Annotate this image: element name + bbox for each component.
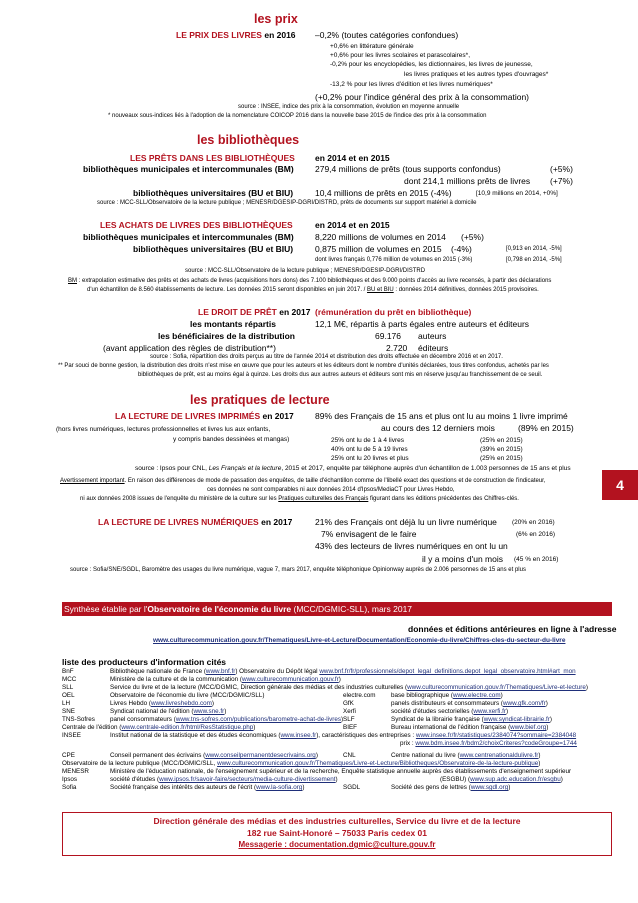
prix-source: source : INSEE, indice des prix à la consommation, évolution en moyenne annuelle (238, 104, 460, 110)
warning-line-2: ces données ne sont comparables ni aux données 2014 d'Ipsos/MediaCT pour Livres Hebdo, (207, 487, 455, 493)
producteur-tail: ) (500, 692, 503, 699)
producteur-tail: ) (549, 716, 552, 723)
producteur-abbr: MCC (62, 676, 77, 683)
prets-livres-pct: (+7%) (550, 176, 573, 186)
producteur-text: Institut national de la statistique et des études économiques ( (110, 732, 281, 739)
prix-line-1: +0,6% en littérature générale (330, 43, 414, 50)
lecture-main-1: 89% des Français de 15 ans et plus ont lu au moins 1 livre imprimé (315, 411, 568, 421)
producteur-row (62, 684, 588, 692)
droit-year: en 2017 (279, 307, 311, 317)
producteur-tail: ) (545, 700, 548, 707)
producteur-tail: ) (335, 776, 338, 783)
producteur-abbr: SLF (343, 716, 355, 723)
prix-label: LE PRIX DES LIVRES (176, 30, 262, 40)
prets-years: en 2014 et en 2015 (315, 153, 390, 163)
producteur-abbr: CPE (62, 752, 75, 759)
producteur-abbr: OEL (62, 692, 75, 699)
producteur-tail: ) (253, 724, 256, 731)
producteur-link[interactable]: www.syndicat-librairie.fr (483, 716, 550, 723)
section-title-lecture: les pratiques de lecture (190, 393, 330, 407)
achats-bm-note-line2 (87, 287, 539, 293)
producteur-link[interactable]: www.centrale-edition.fr/html/ResStatistique.php (121, 724, 254, 731)
producteur-row (62, 732, 576, 740)
synthese-observatoire: Observatoire de l'économie du livre (147, 604, 292, 614)
warning-text: . En raison des différences de mode de passation des enquêtes, de taille d'échantillon comme de l'libellé exact des questions et de construction de l'indicateur, (124, 478, 546, 484)
numerique-line-1: 21% des Français ont déjà lu un livre numérique (315, 517, 497, 527)
producteur-link[interactable]: www.tns-sofres.com/publications/barometre-achat-de-livres (175, 716, 341, 723)
bu-note-abbr: BU et BIU (367, 287, 394, 293)
achats-bu-label: bibliothèques universitaires (BU et BIU) (133, 244, 294, 254)
producteur-abbr: GfK (343, 700, 354, 707)
producteur-tail: ) (302, 784, 305, 791)
lecture-numerique-heading (98, 517, 292, 527)
numerique-line-4: il y a moins d'un mois (422, 554, 503, 564)
droit-avant-unit: éditeurs (418, 343, 449, 353)
prix-livres-heading (176, 30, 296, 40)
producteur-text: panels distributeurs et consommateurs ( (391, 700, 503, 707)
producteur-text: société d'études sectorielles ( (391, 708, 474, 715)
producteur-abbr: Centrale de l'édition (62, 724, 118, 731)
prets-heading: LES PRÊTS DANS LES BIBLIOTHÈQUES (130, 153, 295, 163)
producteur-abbr: SNE (62, 708, 75, 715)
producteur-text: Ministère de la culture et de la communication ( (110, 676, 242, 683)
achats-bu-note-2: [0,798 en 2014, -5%] (506, 257, 562, 263)
warning-text-3: ni aux données 2008 issues de l'enquête du ministère de la culture sur les (80, 496, 279, 502)
lecture-left-2: y compris bandes dessinées et mangas) (173, 436, 290, 443)
chapter-tab (602, 470, 638, 500)
achats-bu-value: 0,875 million de volumes en 2015 (315, 244, 442, 254)
prix-main-value: –0,2% (toutes catégories confondues) (315, 30, 459, 40)
producteur-row (62, 708, 226, 716)
lecture-row-2-label: 40% ont lu de 5 à 19 livres (331, 446, 408, 453)
producteur-row (62, 716, 343, 724)
producteur-tail: ) (341, 716, 344, 723)
esgbu-text: (ESGBU) ( (440, 776, 471, 783)
prix-line-2: +0,6% pour les livres scolaires et parascolaires*, (330, 52, 470, 59)
producteur-text: Centre national du livre ( (391, 752, 460, 759)
producteur-row-right (343, 724, 548, 732)
achats-years: en 2014 et en 2015 (315, 220, 390, 230)
droit-montants-label: les montants répartis (190, 319, 276, 329)
producteur-link[interactable]: www.electre.com (452, 692, 501, 699)
droit-benef-value: 69.176 (375, 331, 401, 341)
producteur-row-right (343, 716, 552, 724)
producteur-row (62, 768, 571, 776)
esgbu-tail: ) (560, 776, 563, 783)
donnees-anterieures: données et éditions antérieures en ligne à l'adresse (408, 624, 617, 634)
droit-paren: (rémunération du prêt en bibliothèque) (315, 307, 472, 317)
prets-livres-value: dont 214,1 millions prêts de livres (404, 176, 531, 186)
lecture-source (135, 465, 571, 472)
bnf-observatoire-link[interactable]: www.bnf.fr/fr/professionnels/depot_legal_definitions.depot_legal_observatoire.html#art_mon (319, 668, 576, 675)
producteur-abbr: Ipsos (62, 776, 78, 783)
producteur-link[interactable]: www.la-sofia.org (256, 784, 303, 791)
numerique-source: source : Sofia/SNE/SGDL, Baromètre des usages du livre numérique, vague 7, mars 2017, enquête téléphonique Opinionway auprès de 2.006 personnes de 15 ans et plus (70, 567, 526, 573)
producteur-row (62, 752, 318, 760)
producteur-abbr: MENESR (62, 768, 89, 775)
producteur-tail: ) (315, 752, 318, 759)
producteur-link[interactable]: www.xerfi.fr (473, 708, 506, 715)
prix-note: * nouveaux sous-indices liés à l'adoption de la nomenclature COICOP 2016 dans la nouvelle base 2015 de l'indice des prix à la consommation (108, 113, 487, 119)
prets-bu-label: bibliothèques universitaires (BU et BIU) (133, 188, 294, 198)
achats-bm-pct: (+5%) (461, 232, 484, 242)
warning-text-4: figurant dans les éditions précédentes des Chiffres-clés. (368, 496, 519, 502)
producteur-link[interactable]: www.culturecommunication.gouv.fr (241, 676, 339, 683)
producteur-tail: ) (338, 676, 341, 683)
producteur-row (62, 668, 576, 676)
producteur-abbr: Sofia (62, 784, 77, 791)
producteur-link[interactable]: www.bnf.fr (205, 668, 236, 675)
producteur-text: Société des gens de lettres ( (391, 784, 471, 791)
footer-line-1: Direction générale des médias et des industries culturelles, Service du livre et de la lecture (153, 816, 521, 826)
droit-avant-label: (avant application des règles de distribution**) (103, 343, 276, 353)
producteurs-title: liste des producteurs d'information cités (62, 657, 227, 667)
producteur-text: Ministère de l'éducation nationale, de l'enseignement supérieur et de la recherche, Enquête statistique annuelle auprès des établissements d'enseignement supérieur (110, 768, 572, 775)
numerique-line-2-note: (6% en 2016) (516, 531, 556, 538)
producteur-row (62, 700, 214, 708)
achats-bm-value: 8,220 millions de volumes en 2014 (315, 232, 446, 242)
numerique-line-4-note: (45 % en 2016) (514, 556, 559, 563)
producteur-tail: ) (224, 708, 227, 715)
producteur-link[interactable]: www.sgdl.org (470, 784, 509, 791)
numerique-line-1-note: (20% en 2016) (512, 519, 555, 526)
producteur-abbr: BIEF (343, 724, 357, 731)
producteur-abbr: TNS-Sofres (62, 716, 95, 723)
producteur-abbr: INSEE (62, 732, 81, 739)
droit-source: source : Sofia, répartition des droits perçus au titre de l'année 2014 et distribution des droits effectuée en décembre 2016 et en 2017. (150, 354, 503, 360)
producteur-row-right (343, 700, 548, 708)
achats-bu-sub: dont livres français 0,776 million de volumes en 2015 (-3%) (315, 257, 473, 263)
lecture-main-2: au cours des 12 derniers mois (381, 423, 495, 433)
lecture-source-c: , 2015 et 2017, enquête par téléphone auprès d'un échantillon de 1.003 personnes de 15 ans et plus (281, 465, 571, 472)
lecture-left-1: (hors livres numériques, lectures professionnelles et livres lus aux enfants, (56, 426, 271, 433)
droit-montants-value: 12,1 M€, répartis à parts égales entre auteurs et éditeurs (315, 319, 530, 329)
producteur-text: base bibliographique ( (391, 692, 453, 699)
achats-source: source : MCC-SLL/Observatoire de la lecture publique ; MENESR/DGESIP-DGRI/DISTRD (185, 268, 426, 274)
producteur-row (62, 676, 341, 684)
lecture-numerique-label: LA LECTURE DE LIVRES NUMÉRIQUES (98, 517, 259, 527)
producteur-text: Conseil permanent des écrivains ( (110, 752, 206, 759)
lecture-row-1-val: (25% en 2015) (480, 437, 523, 444)
producteur-tail: ) Observatoire du Dépôt légal (235, 668, 320, 675)
chiffres-cles-link[interactable]: www.culturecommunication.gouv.fr/Thematiques/Livre-et-Lecture/Documentation/Economie-du-livre/Chiffres-cles-du-secteur-du-livre (153, 637, 566, 644)
droit-avant-value: 2.720 (386, 343, 408, 353)
droit-note-1: ** Par souci de bonne gestion, la distribution des droits n'est mise en œuvre que pour les auteurs et les éditeurs dont le nombre d'unités déclarées, tous titres confondus, achetés par les (58, 363, 549, 369)
numerique-line-3: 43% des lecteurs de livres numériques en ont lu un (315, 541, 508, 551)
warning-survey-link[interactable]: Pratiques culturelles des Français (278, 496, 369, 502)
producteur-abbr: BnF (62, 668, 74, 675)
lecture-row-3-label: 25% ont lu 20 livres et plus (331, 455, 409, 462)
bm-note-abbr: BM (68, 278, 77, 284)
lecture-row-2-val: (39% en 2015) (480, 446, 523, 453)
achats-bm-note-line1 (68, 278, 551, 284)
producteur-abbr: Xerfi (343, 708, 356, 715)
producteur-link[interactable]: www.centrenationaldulivre.fr (459, 752, 539, 759)
producteur-text: Bureau international de l'édition française ( (391, 724, 511, 731)
prix-year: en 2016 (264, 30, 296, 40)
producteur-link[interactable]: www.conseilpermanentdesecrivains.org (205, 752, 316, 759)
producteur-link[interactable]: www.livreshebdo.com (150, 700, 212, 707)
section-title-bibliotheques: les bibliothèques (197, 133, 300, 147)
achats-heading: LES ACHATS DE LIVRES DES BIBLIOTHÈQUES (100, 220, 293, 230)
bm-note-text: : extrapolation estimative des prêts et des achats de livres (acquisitions hors dons) des 7.100 bibliothèques et des 9.000 points d'accès au livre recensés, à partir des déclarations (77, 278, 552, 284)
footer-email-link[interactable]: Messagerie : documentation.dgmic@culture.gouv.fr (238, 840, 436, 849)
prets-bu-value: 10,4 millions de prêts en 2015 (-4%) (315, 188, 452, 198)
producteur-text: Société française des intérêts des auteurs de l'écrit ( (110, 784, 257, 791)
prets-bm-value: 279,4 millions de prêts (tous supports confondus) (315, 164, 501, 174)
droit-benef-unit: auteurs (418, 331, 447, 341)
producteur-row (62, 760, 540, 768)
producteur-text: Bibliothèque nationale de France ( (110, 668, 206, 675)
droit-label: LE DROIT DE PRÊT (198, 307, 277, 317)
producteur-text: société d'études ( (110, 776, 160, 783)
lecture-row-1-label: 25% ont lu de 1 à 4 livres (331, 437, 404, 444)
achats-bm-label: bibliothèques municipales et intercommunales (BM) (83, 232, 294, 242)
producteur-link[interactable]: www.ipsos.fr/savoir-faire/secteurs/media-culture-divertissement (159, 776, 336, 783)
producteur-text: Syndicat national de l'édition ( (110, 708, 194, 715)
lecture-main-2-pct: (89% en 2015) (518, 423, 574, 433)
esgbu-link[interactable]: www.sup.adc.education.fr/esgbu (470, 776, 561, 783)
synthese-a: Synthèse établie par l' (64, 604, 148, 614)
producteur-link[interactable]: www.insee.fr (280, 732, 317, 739)
bm-note-text-2: d'un échantillon de 8.560 établissements de lecture. Les données 2015 seront disponibles en juin 2017. / (87, 287, 368, 293)
lecture-source-title: Les Français et la lecture (208, 465, 282, 472)
producteur-abbr: electre.com (343, 692, 376, 699)
insee-entreprises-link[interactable]: www.insee.fr/fr/statistiques/2384074?sommaire=2384048 (415, 732, 577, 739)
producteur-link[interactable]: www.gfk.com/fr (503, 700, 546, 707)
producteur-row-right (343, 692, 503, 700)
producteur-tail: ), caractéristiques des entreprises : (316, 732, 416, 739)
insee-prix-row (400, 740, 577, 748)
lecture-numerique-year: en 2017 (261, 517, 293, 527)
producteur-tail: ) (538, 752, 541, 759)
droit-note-2: bibliothèques de prêt, est au moins égal à quinze. Les droits dus aux autres auteurs et éditeurs sont mis en réserve jusqu'au franchissement de ce seuil. (138, 372, 543, 378)
producteur-tail: ) (538, 760, 541, 767)
producteur-abbr: CNL (343, 752, 356, 759)
producteur-text: ( (119, 724, 122, 731)
lecture-row-3-val: (25% en 2015) (480, 455, 523, 462)
prets-bm-label: bibliothèques municipales et intercommunales (BM) (83, 164, 294, 174)
producteur-text: panel consommateurs ( (110, 716, 176, 723)
prix-line-3: -0,2% pour les encyclopédies, les dictionnaires, les livres de jeunesse, (330, 61, 533, 68)
producteur-abbr: SGDL (343, 784, 361, 791)
producteur-link[interactable]: www.culturecommunication.gouv.fr/Thematiques/Livre-et-Lecture/Bibliotheques/Observatoire-de-la-lecture-publique (217, 760, 539, 767)
producteur-tail: ) (505, 708, 509, 715)
producteur-row-right (343, 708, 508, 716)
insee-prix-link[interactable]: www.bdm.insee.fr/bdm2/choixCriteres?codeGroupe=1744 (415, 740, 577, 747)
producteur-row (62, 724, 255, 732)
warning-line-1 (60, 478, 546, 484)
footer-line-2: 182 rue Saint-Honoré – 75033 Paris cedex 01 (246, 828, 427, 838)
producteur-row-right (343, 752, 540, 760)
lecture-imprimes-label: LA LECTURE DE LIVRES IMPRIMÉS (115, 411, 261, 421)
droit-heading (198, 307, 310, 317)
synthese-c: (MCC/DGMIC-SLL), mars 2017 (291, 604, 413, 614)
producteur-text: (MCC/DGMIC/SLL, (159, 760, 218, 767)
esgbu-row (440, 776, 563, 784)
achats-bu-pct: (-4%) (451, 244, 472, 254)
producteur-row (62, 784, 304, 792)
warning-line-3 (80, 496, 519, 502)
section-title-prix: les prix (254, 12, 298, 26)
producteur-tail: ) (546, 724, 549, 731)
producteur-row (62, 692, 264, 700)
producteur-text: Livres Hebdo ( (110, 700, 151, 707)
synthese-text (64, 604, 412, 614)
prets-source: source : MCC-SLL/Observatoire de la lecture publique ; MENESR/DGESIP-DGRI/DISTRD, prêts de documents sur support matériel à domicile (97, 200, 477, 206)
lecture-imprimes-year: en 2017 (262, 411, 294, 421)
prets-bm-pct: (+5%) (550, 164, 573, 174)
prix-line-4: les livres pratiques et les autres types d'ouvrages* (404, 71, 549, 78)
producteur-link[interactable]: www.culturecommunication.gouv.fr/Thematiques/Livre-et-lecture (407, 684, 586, 691)
producteur-link[interactable]: www.bief.org (510, 724, 547, 731)
prets-bu-note: [10,9 millions en 2014, +0%] (476, 190, 558, 197)
lecture-imprimes-heading (115, 411, 294, 421)
achats-bu-note-1: [0,913 en 2014, -5%] (506, 246, 562, 252)
producteur-tail: ) (585, 684, 588, 691)
producteur-text: Syndicat de la librairie française ( (391, 716, 484, 723)
warning-label: Avertissement important (60, 478, 125, 484)
insee-prix-label: prix : (400, 740, 416, 747)
producteur-row (62, 776, 338, 784)
chapter-tab-number: 4 (616, 477, 624, 493)
prix-general: (+0,2% pour l'indice général des prix à la consommation) (315, 92, 529, 102)
producteur-tail: ) (211, 700, 214, 707)
producteur-tail: ) (508, 784, 511, 791)
producteur-abbr: SLL (62, 684, 74, 691)
producteur-link[interactable]: www.sne.fr (193, 708, 225, 715)
producteur-abbr: LH (62, 700, 71, 707)
droit-benef-label: les bénéficiaires de la distribution (158, 331, 295, 341)
numerique-line-2: 7% envisagent de le faire (321, 529, 417, 539)
prix-line-5: -13,2 % pour les livres d'édition et les livres numériques* (330, 81, 493, 88)
producteur-row-right (343, 784, 510, 792)
producteur-text: Observatoire de l'économie du livre (MCC/DGMIC/SLL) (110, 692, 265, 699)
producteur-text: Service du livre et de la lecture (MCC/DGMIC, Direction générale des médias et des industries culturelles ( (110, 684, 408, 691)
producteur-abbr: Observatoire de la lecture publique (62, 760, 160, 767)
bu-note-text: : données 2014 définitives, données 2015 provisoires. (393, 287, 539, 293)
lecture-source-a: source : Ipsos pour CNL, (135, 465, 209, 472)
